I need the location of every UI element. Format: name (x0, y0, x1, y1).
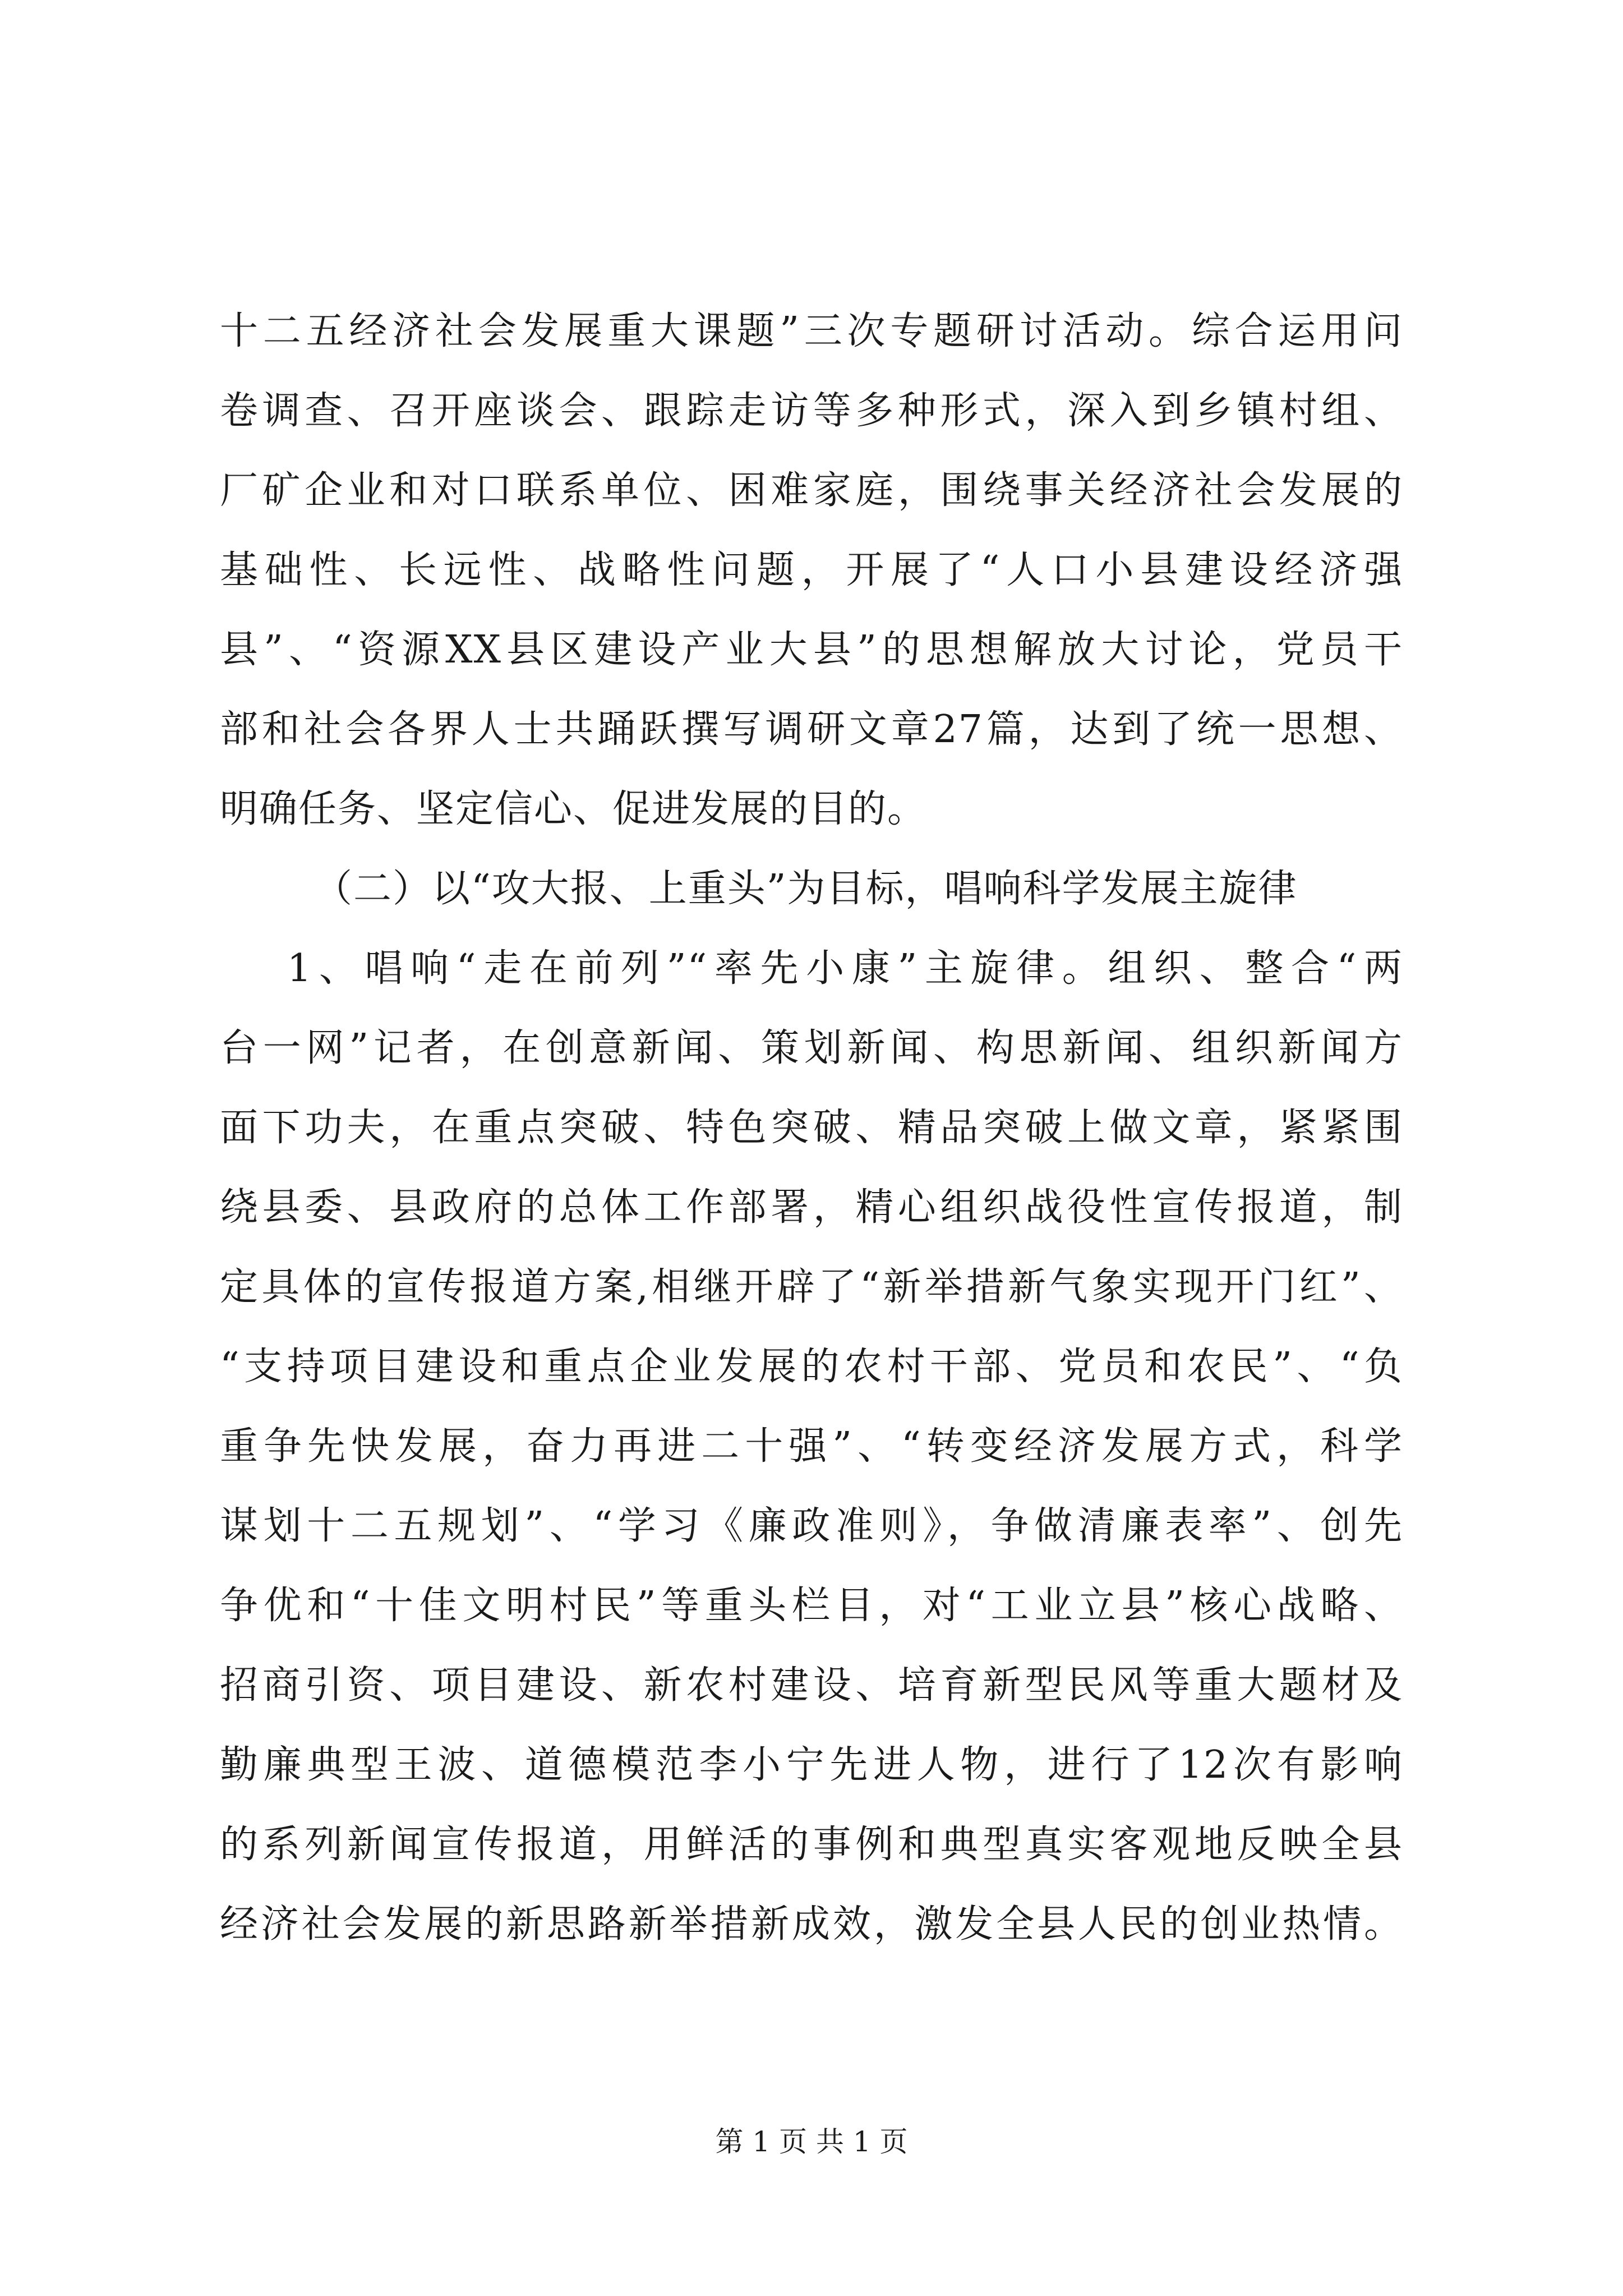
body-line: 面下功夫，在重点突破、特色突破、精品突破上做文章，紧紧围 (220, 1106, 1403, 1150)
document-body (220, 292, 1403, 1964)
body-line: 谋划十二五规划”、“学习《廉政准则》，争做清廉表率”、创先 (220, 1504, 1403, 1548)
body-line: 十二五经济社会发展重大课题”三次专题研讨活动。综合运用问 (220, 309, 1403, 353)
section-heading: （二）以“攻大报、上重头”为目标，唱响科学发展主旋律 (314, 867, 1298, 911)
body-line: 绕县委、县政府的总体工作部署，精心组织战役性宣传报道，制 (220, 1185, 1403, 1230)
body-line: 基础性、长远性、战略性问题，开展了“人口小县建设经济强 (220, 548, 1403, 592)
body-line: 重争先快发展，奋力再进二十强”、“转变经济发展方式，科学 (220, 1424, 1403, 1469)
body-line: 经济社会发展的新思路新举措新成效，激发全县人民的创业热情。 (220, 1902, 1403, 1947)
body-line: 招商引资、项目建设、新农村建设、培育新型民风等重大题材及 (220, 1663, 1403, 1708)
body-line: 的系列新闻宣传报道，用鲜活的事例和典型真实客观地反映全县 (220, 1823, 1403, 1867)
body-line: 厂矿企业和对口联系单位、困难家庭，围绕事关经济社会发展的 (220, 468, 1403, 513)
body-line: “支持项目建设和重点企业发展的农村干部、党员和农民”、“负 (220, 1345, 1403, 1389)
paragraph-first-line: 1、唱响“走在前列”“率先小康”主旋律。组织、整合“两 (287, 946, 1403, 991)
body-line: 争优和“十佳文明村民”等重头栏目，对“工业立县”核心战略、 (220, 1584, 1403, 1628)
body-line: 勤廉典型王波、道德模范李小宁先进人物，进行了12次有影响 (220, 1743, 1403, 1787)
body-line: 部和社会各界人士共踊跃撰写调研文章27篇，达到了统一思想、 (220, 707, 1403, 752)
body-line: 定具体的宣传报道方案,相继开辟了“新举措新气象实现开门红”、 (220, 1265, 1403, 1309)
body-line: 县”、“资源XX县区建设产业大县”的思想解放大讨论，党员干 (220, 628, 1403, 672)
body-line: 卷调查、召开座谈会、跟踪走访等多种形式，深入到乡镇村组、 (220, 389, 1403, 433)
body-line: 明确任务、坚定信心、促进发展的目的。 (220, 787, 927, 831)
body-line: 台一网”记者，在创意新闻、策划新闻、构思新闻、组织新闻方 (220, 1026, 1403, 1070)
page-number-footer: 第 1 页 共 1 页 (715, 2125, 908, 2158)
